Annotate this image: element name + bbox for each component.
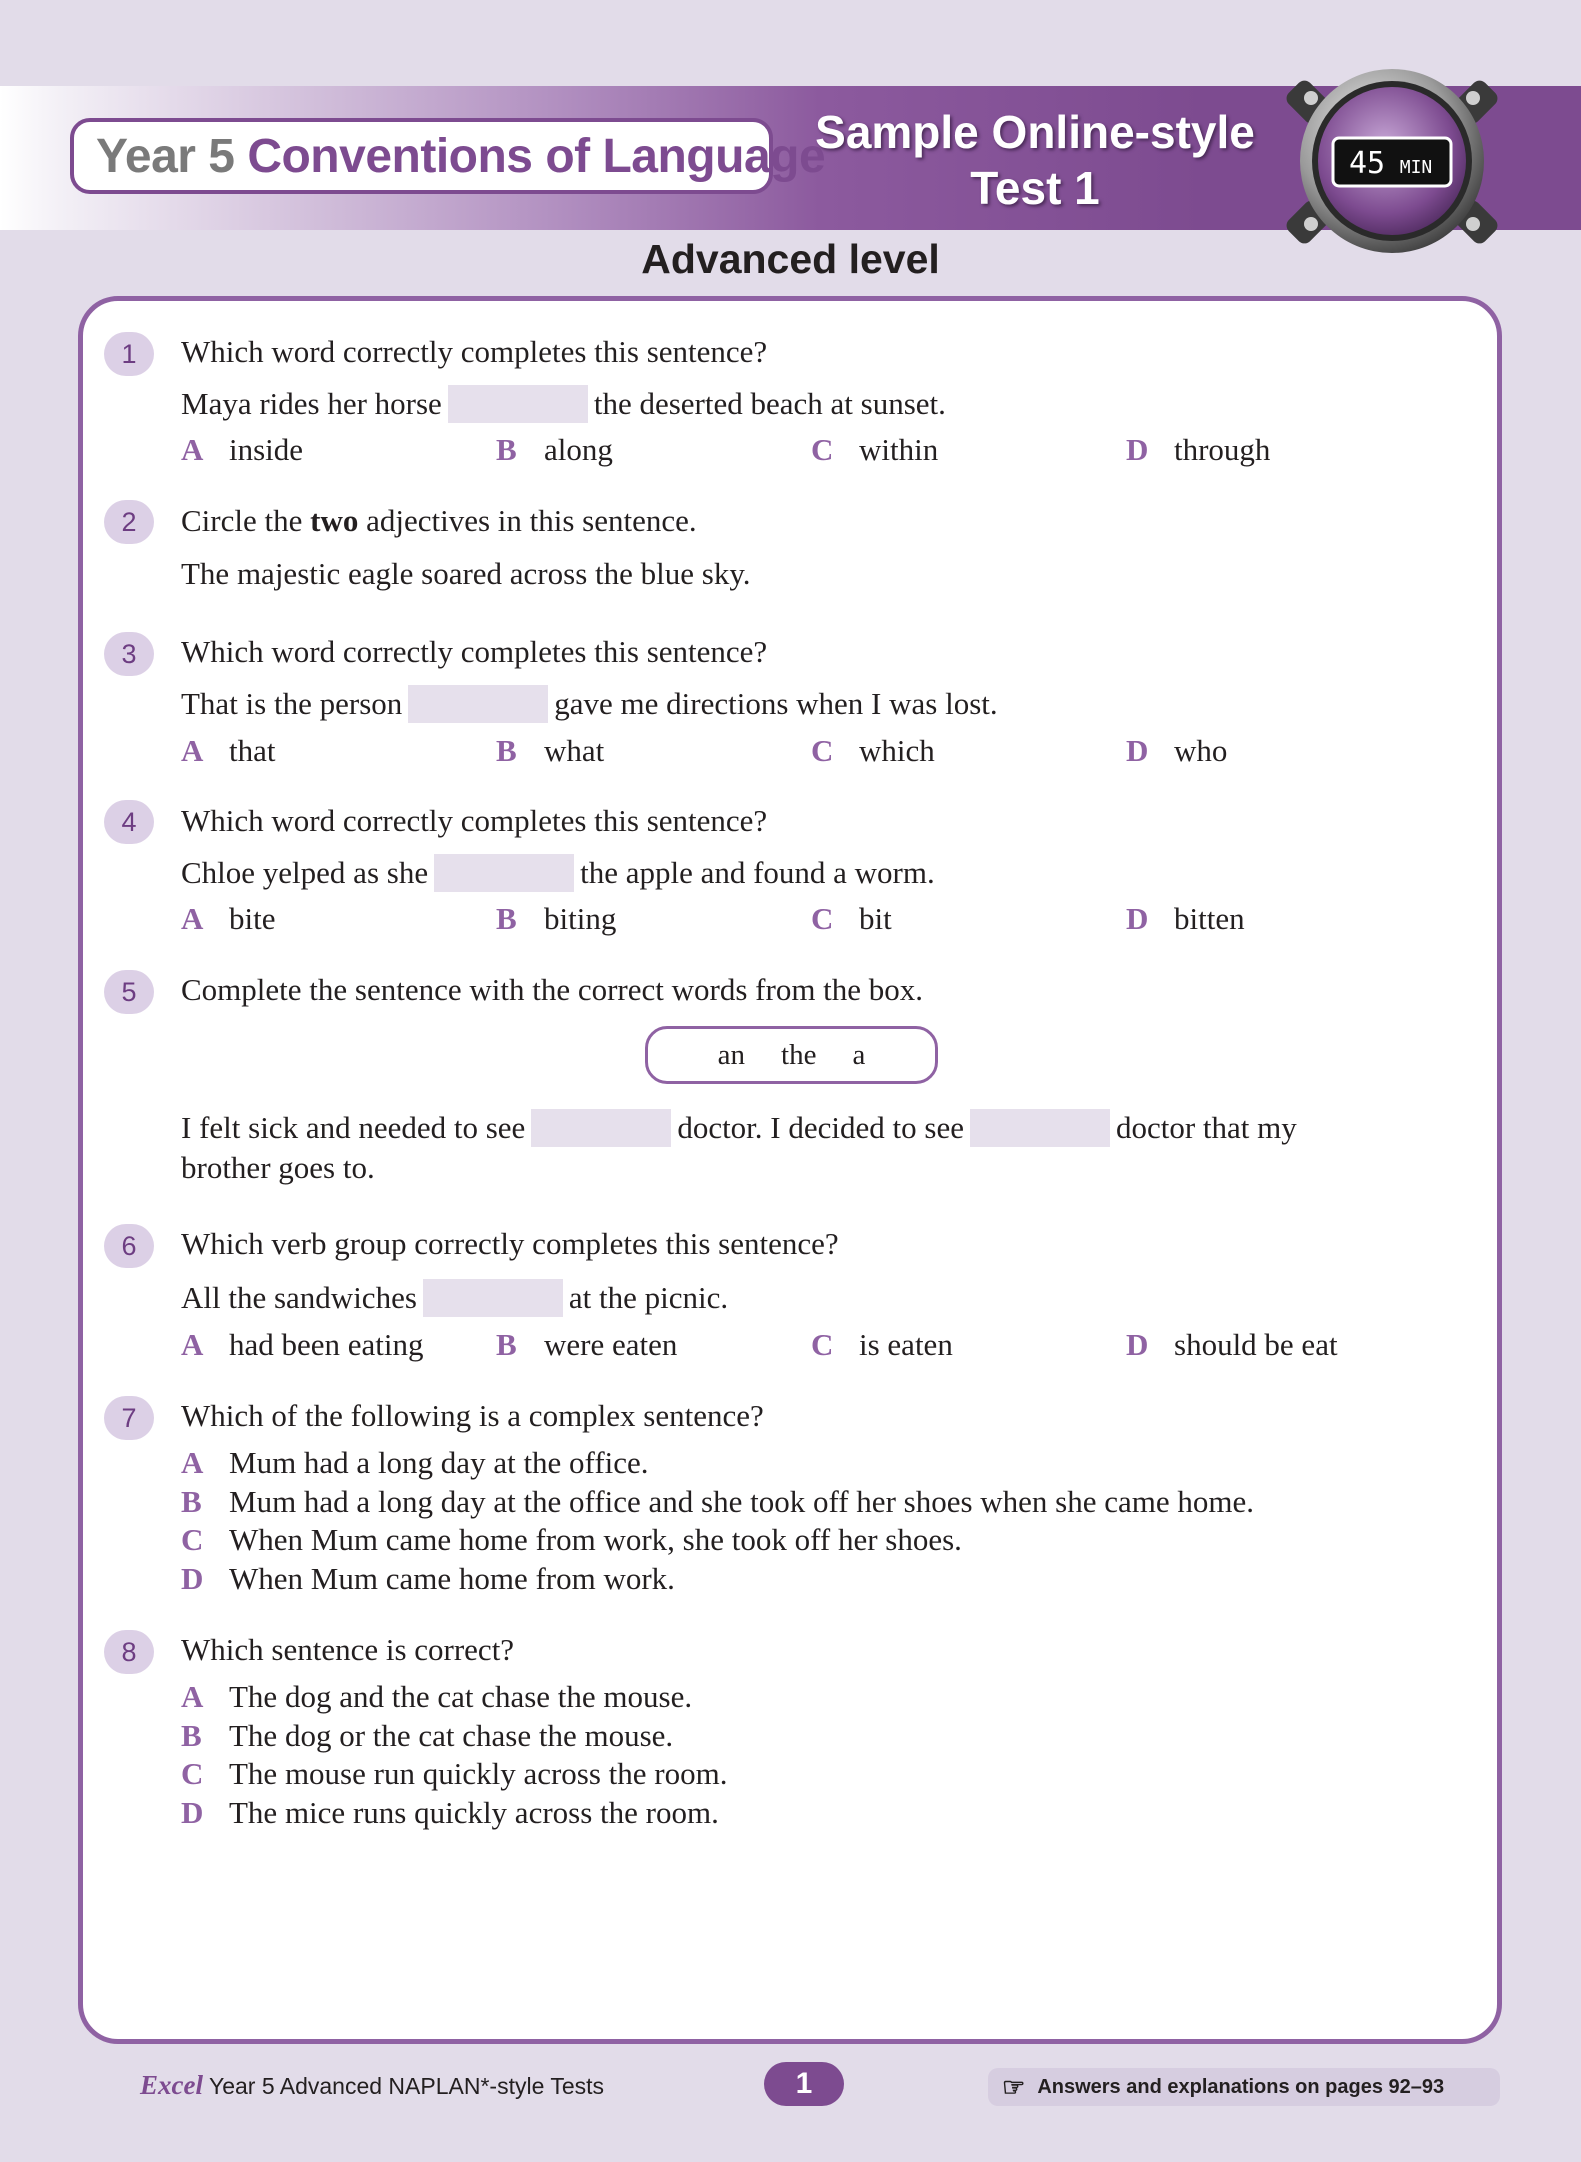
question-number-8: 8 — [104, 1630, 154, 1674]
question-3-blank[interactable] — [408, 685, 548, 723]
question-8-option-d[interactable]: D The mice runs quickly across the room. — [181, 1795, 719, 1830]
question-1-option-c[interactable]: C within — [811, 432, 939, 467]
question-4-blank[interactable] — [434, 854, 574, 892]
question-number-6: 6 — [104, 1224, 154, 1268]
question-number-5: 5 — [104, 970, 154, 1014]
question-3-option-a[interactable]: A that — [181, 733, 276, 768]
question-8-option-b[interactable]: B The dog or the cat chase the mouse. — [181, 1718, 674, 1753]
question-number-1: 1 — [104, 332, 154, 376]
question-2-sentence[interactable]: The majestic eagle soared across the blue sky. — [181, 556, 751, 591]
question-2-bold-word: two — [310, 503, 359, 538]
question-number-2: 2 — [104, 500, 154, 544]
question-5-blank-2[interactable] — [970, 1109, 1110, 1147]
question-4-sentence: Chloe yelped as she the apple and found a worm. — [181, 855, 935, 890]
question-6-option-c[interactable]: C is eaten — [811, 1327, 953, 1362]
question-4-option-d[interactable]: D bitten — [1126, 901, 1245, 936]
question-7-option-b[interactable]: B Mum had a long day at the office and she took off her shoes when she came home. — [181, 1484, 1255, 1519]
question-1-prompt: Which word correctly completes this sentence? — [181, 334, 768, 369]
footer-title-text: Year 5 Advanced NAPLAN*-style Tests — [208, 2073, 605, 2099]
answers-reference[interactable] — [988, 2068, 1500, 2106]
test-title-line2: Test 1 — [970, 162, 1100, 214]
question-3-sentence: That is the person gave me directions when I was lost. — [181, 686, 998, 721]
question-6-option-d[interactable]: D should be eat — [1126, 1327, 1338, 1362]
question-5-sentence-line2: brother goes to. — [181, 1150, 375, 1185]
question-6-blank[interactable] — [423, 1279, 563, 1317]
question-1-sentence-after: the deserted beach at sunset. — [593, 386, 946, 421]
question-1-blank[interactable] — [448, 385, 588, 423]
question-6-prompt: Which verb group correctly completes this sentence? — [181, 1226, 839, 1261]
question-number-7: 7 — [104, 1396, 154, 1440]
question-4-option-a[interactable]: A bite — [181, 901, 276, 936]
question-8-option-a[interactable]: A The dog and the cat chase the mouse. — [181, 1679, 693, 1714]
question-2-prompt: Circle the two adjectives in this sentence. — [181, 503, 697, 538]
question-8-option-c[interactable]: C The mouse run quickly across the room. — [181, 1756, 728, 1791]
question-7-option-c[interactable]: C When Mum came home from work, she took off her shoes. — [181, 1522, 962, 1557]
timer-value: 45 — [1348, 146, 1386, 181]
question-1-option-d[interactable]: D through — [1126, 432, 1271, 467]
title-year: Year 5 — [96, 129, 235, 183]
question-8-prompt: Which sentence is correct? — [181, 1632, 515, 1667]
question-1-option-a[interactable]: A inside — [181, 432, 304, 467]
book-title-pill — [70, 118, 826, 194]
question-6-sentence: All the sandwiches at the picnic. — [181, 1280, 729, 1315]
question-number-4: 4 — [104, 800, 154, 844]
question-7-option-a[interactable]: A Mum had a long day at the office. — [181, 1445, 649, 1480]
answers-reference-text: Answers and explanations on pages 92–93 — [1037, 2075, 1445, 2098]
pointing-hand-icon: ☞ — [1002, 2071, 1026, 2102]
question-4-option-b[interactable]: B biting — [496, 901, 617, 936]
word-box-item: the — [781, 1038, 817, 1071]
footer-brand: Excel — [140, 2070, 203, 2100]
question-5-sentence-line1: I felt sick and needed to see doctor. I decided to see doctor that my — [181, 1110, 1297, 1145]
word-box-item: an — [717, 1038, 746, 1071]
question-number-3: 3 — [104, 632, 154, 676]
question-6-option-a[interactable]: A had been eating — [181, 1327, 424, 1362]
title-subject: Conventions of Language — [247, 129, 826, 183]
question-5-prompt: Complete the sentence with the correct words from the box. — [181, 972, 924, 1007]
footer-book-title — [140, 2070, 604, 2101]
question-6-option-b[interactable]: B were eaten — [496, 1327, 678, 1362]
question-4-option-c[interactable]: C bit — [811, 901, 892, 936]
level-title: Advanced level — [641, 236, 940, 282]
question-7-prompt: Which of the following is a complex sentence? — [181, 1398, 764, 1433]
timer-unit: MIN — [1399, 157, 1433, 178]
question-5-word-box — [645, 1026, 938, 1084]
word-box-item: a — [852, 1038, 866, 1071]
question-1-sentence — [181, 386, 946, 426]
question-4-prompt: Which word correctly completes this sentence? — [181, 803, 768, 838]
test-title — [790, 104, 1280, 216]
question-3-option-c[interactable]: C which — [811, 733, 935, 768]
question-3-option-b[interactable]: B what — [496, 733, 605, 768]
question-1-option-b[interactable]: B along — [496, 432, 613, 467]
page-number: 1 — [764, 2062, 844, 2106]
question-3-prompt: Which word correctly completes this sentence? — [181, 634, 768, 669]
question-7-option-d[interactable]: D When Mum came home from work. — [181, 1561, 675, 1596]
test-title-line1: Sample Online-style — [815, 106, 1255, 158]
question-5-blank-1[interactable] — [531, 1109, 671, 1147]
question-3-option-d[interactable]: D who — [1126, 733, 1228, 768]
question-1-sentence-before: Maya rides her horse — [181, 386, 442, 421]
